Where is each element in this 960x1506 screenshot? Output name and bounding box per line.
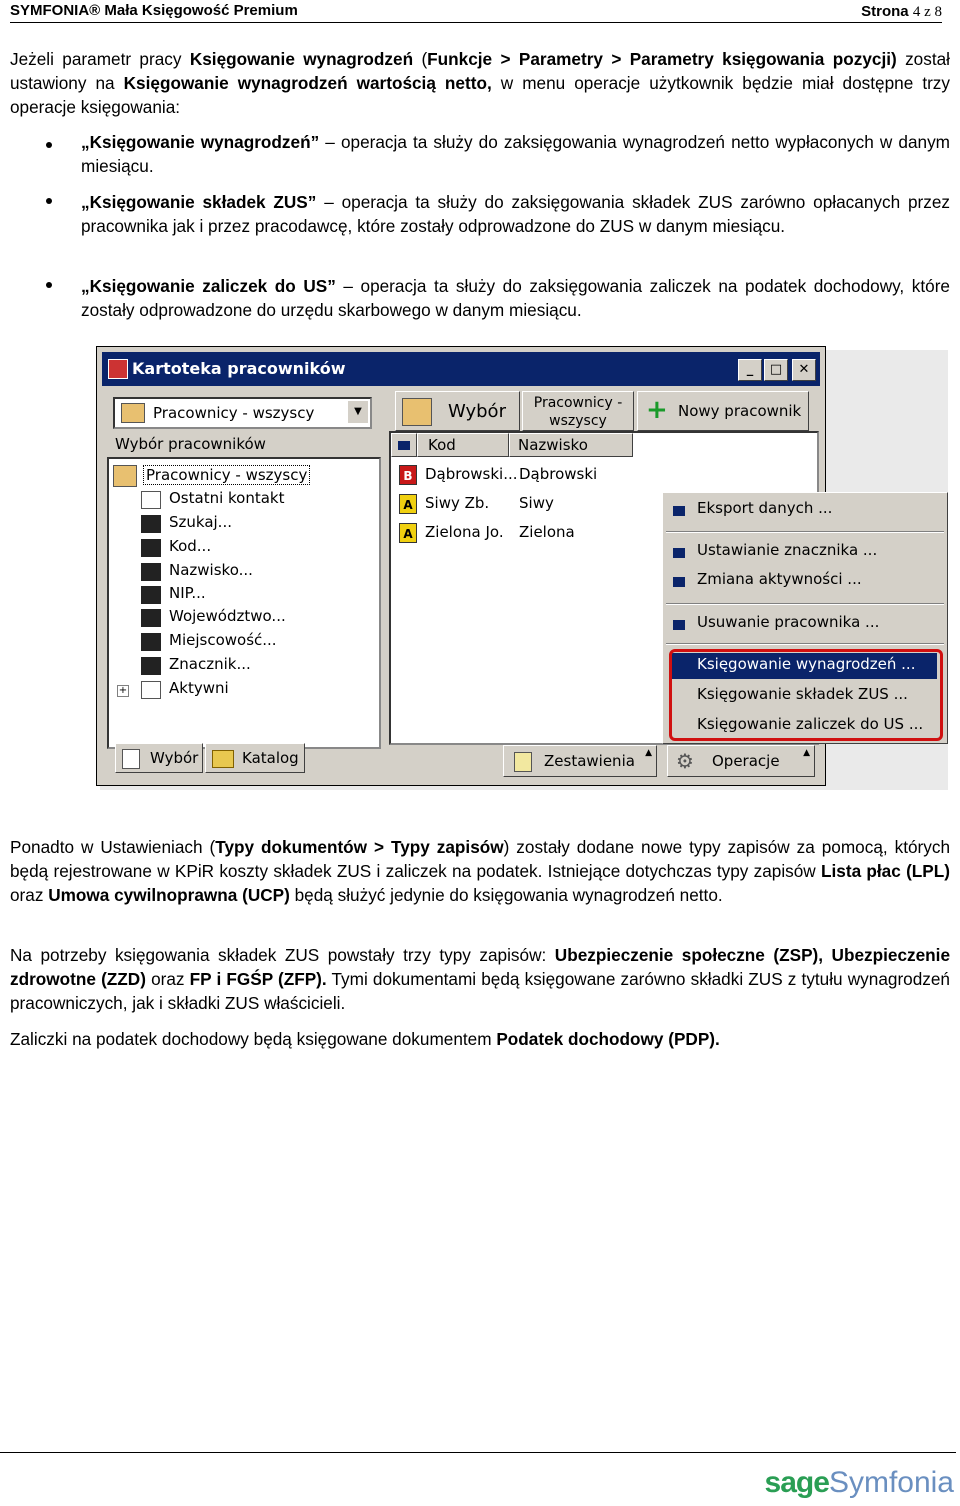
page-header: [10, 0, 942, 23]
logo-symfonia: Symfonia: [828, 1466, 954, 1499]
binoculars-icon: [141, 586, 161, 604]
menu-item-export[interactable]: Eksport danych ...: [697, 499, 833, 517]
column-label: Nazwisko: [518, 436, 588, 454]
operacje-button[interactable]: [667, 745, 815, 777]
bullet-bold: „Księgowanie zaliczek do US”: [81, 276, 336, 296]
sage-symfonia-logo: [765, 1466, 954, 1500]
column-header-nazwisko[interactable]: [509, 433, 633, 457]
p2-bold: Umowa cywilnoprawna (UCP): [48, 885, 290, 905]
p2-bold: Typy dokumentów > Typy zapisów: [215, 837, 504, 857]
tree-item[interactable]: Aktywni: [169, 679, 229, 697]
p4-bold: Podatek dochodowy (PDP).: [496, 1029, 720, 1049]
paragraph-pdp: [10, 1027, 950, 1051]
page-icon: [141, 491, 161, 509]
tree-item[interactable]: NIP...: [169, 584, 206, 602]
paragraph-zus: [10, 943, 950, 1015]
paragraph-types: [10, 835, 950, 907]
status-badge: A: [399, 494, 417, 514]
tab-label: Wybór: [150, 749, 199, 767]
bullet-item: [81, 190, 950, 238]
binoculars-icon: [141, 539, 161, 557]
menu-item-set-marker[interactable]: Ustawianie znacznika ...: [697, 541, 878, 559]
tab-katalog[interactable]: [205, 743, 305, 773]
status-badge: B: [399, 465, 417, 485]
tree-item[interactable]: Szukaj...: [169, 513, 232, 531]
tree-panel: [107, 457, 381, 749]
header-title: SYMFONIA® Mała Księgowość Premium: [10, 2, 298, 19]
p3-text: Na potrzeby księgowania składek ZUS powstały trzy typy zapisów:: [10, 945, 555, 965]
binoculars-icon: [141, 657, 161, 675]
new-employee-button[interactable]: [637, 391, 809, 431]
intro-text: Jeżeli parametr pracy: [10, 49, 190, 69]
zestawienia-label: Zestawienia: [544, 752, 635, 770]
chevron-up-icon: ▲: [645, 748, 652, 758]
window-titlebar: [102, 352, 820, 386]
left-panel-label: Wybór pracowników: [115, 435, 266, 453]
footer-divider: [0, 1452, 956, 1453]
column-label: Kod: [428, 436, 456, 454]
menu-bullet-icon: [673, 506, 685, 516]
table-corner: [391, 433, 417, 457]
binoculars-icon: [141, 609, 161, 627]
cell-nazwisko: Siwy: [519, 494, 554, 512]
menu-item-post-zus[interactable]: Księgowanie składek ZUS ...: [697, 685, 908, 703]
page-icon: [122, 749, 140, 769]
tree-item[interactable]: Ostatni kontakt: [169, 489, 285, 507]
bullet-item: [81, 274, 950, 322]
bullet-bold: „Księgowanie składek ZUS”: [81, 192, 317, 212]
tree-item[interactable]: Miejscowość...: [169, 631, 277, 649]
menu-bullet-icon: [673, 620, 685, 630]
tab-wybor[interactable]: [115, 743, 203, 773]
intro-paragraph: [10, 47, 950, 119]
cell-kod: Zielona Jo.: [425, 523, 504, 541]
wybor-label: Wybór: [448, 401, 506, 422]
cell-nazwisko: Zielona: [519, 523, 575, 541]
operacje-label: Operacje: [712, 752, 780, 770]
p3-text: Tymi dokumentami będą księgowane zarówno składki ZUS z tytułu wynagrodzeń pracowniczych, jak i składki ZUS właścicieli.: [10, 969, 950, 1013]
menu-separator: [666, 643, 944, 645]
cell-nazwisko: Dąbrowski: [519, 465, 598, 483]
filter-combo[interactable]: [113, 397, 372, 429]
people-icon: [402, 398, 432, 426]
close-icon[interactable]: ✕: [792, 359, 816, 381]
binoculars-icon: [141, 515, 161, 533]
p3-bold: FP i FGŚP (ZFP).: [189, 969, 327, 989]
bullet-dot: [46, 142, 52, 148]
cell-kod: Dąbrowski...: [425, 465, 518, 483]
plus-icon: +: [646, 395, 668, 425]
logo-sage: sage: [764, 1466, 829, 1499]
header-page-label: Strona: [861, 3, 909, 20]
menu-item-post-us[interactable]: Księgowanie zaliczek do US ...: [697, 715, 924, 733]
menu-item-post-salaries[interactable]: Księgowanie wynagrodzeń ...: [697, 655, 916, 673]
tree-item[interactable]: Kod...: [169, 537, 212, 555]
p3-bold: Ubezpieczenie społeczne (ZSP), Ubezpieczenie zdrowotne (ZZD): [10, 945, 950, 989]
menu-separator: [666, 531, 944, 533]
chevron-up-icon: ▲: [803, 748, 810, 758]
intro-text: został ustawiony na: [10, 49, 950, 93]
bullet-text: – operacja ta służy do zaksięgowania wynagrodzeń netto wypłaconych w danym miesiącu.: [81, 132, 951, 176]
zestawienia-button[interactable]: [503, 745, 657, 777]
p2-bold: Lista płac (LPL): [821, 861, 950, 881]
p3-text: oraz: [145, 969, 190, 989]
tree-item[interactable]: Nazwisko...: [169, 561, 253, 579]
expand-icon[interactable]: +: [118, 685, 128, 696]
list-icon: [141, 681, 161, 699]
p2-text: ) zostały dodane nowe typy zapisów za pomocą, których będą rejestrowane w KPiR koszty składek ZUS i zaliczek na podatek. Istniejące dotychczas typy zapisów: [10, 837, 950, 881]
header-page-number: [861, 3, 942, 21]
report-icon: [514, 752, 532, 772]
menu-separator: [666, 603, 944, 605]
binoculars-icon: [141, 563, 161, 581]
bullet-dot: [46, 282, 52, 288]
bullet-text: – operacja ta służy do zaksięgowania zaliczek na podatek dochodowy, które zostały odprowadzone do urzędu skarbowego w danym miesiącu.: [81, 276, 950, 320]
intro-bold: Księgowanie wynagrodzeń: [189, 49, 414, 69]
folder-icon: [212, 750, 234, 768]
p2-text: będą służyć jedynie do księgowania wynagrodzeń netto.: [289, 885, 723, 905]
intro-text: (: [413, 49, 428, 69]
highlight-frame: [669, 649, 943, 741]
p2-text: Ponadto w Ustawieniach (: [10, 837, 216, 857]
binoculars-icon: [141, 633, 161, 651]
intro-bold: Księgowanie wynagrodzeń wartością netto,: [123, 73, 492, 93]
intro-bold: Funkcje > Parametry > Parametry księgowania pozycji): [427, 49, 897, 69]
tree-root[interactable]: Pracownicy - wszyscy: [143, 465, 310, 485]
people-icon: [121, 403, 145, 423]
new-employee-label: Nowy pracownik: [678, 402, 802, 420]
menu-bullet-icon: [673, 577, 685, 587]
window-title: Kartoteka pracowników: [132, 359, 346, 378]
app-icon: [108, 359, 128, 379]
bullet-dot: [46, 198, 52, 204]
minimize-icon[interactable]: _: [738, 359, 762, 381]
operations-menu: [662, 492, 948, 744]
pracownicy-button[interactable]: Pracownicy - wszyscy: [522, 391, 634, 431]
people-icon: [113, 465, 137, 487]
bullet-item: [81, 130, 950, 178]
menu-item-delete-employee[interactable]: Usuwanie pracownika ...: [697, 613, 880, 631]
combo-value: Pracownicy - wszyscy: [153, 404, 315, 422]
column-header-kod[interactable]: [417, 433, 509, 457]
select-icon: [398, 441, 410, 450]
bullet-text: – operacja ta służy do zaksięgowania składek ZUS zarówno opłacanych przez pracownika jak i przez pracodawcę, które zostały odprowadzone do ZUS w danym miesiącu.: [81, 192, 951, 236]
tree-item[interactable]: Województwo...: [169, 607, 286, 625]
chevron-down-icon[interactable]: ▼: [348, 401, 368, 423]
tab-label: Katalog: [242, 749, 299, 767]
status-badge: A: [399, 523, 417, 543]
tree-item[interactable]: Znacznik...: [169, 655, 251, 673]
cell-kod: Siwy Zb.: [425, 494, 490, 512]
intro-text: w menu operacje użytkownik będzie miał dostępne trzy operacje księgowania:: [10, 73, 950, 117]
p4-text: Zaliczki na podatek dochodowy będą księgowane dokumentem: [10, 1029, 497, 1049]
menu-item-change-activity[interactable]: Zmiana aktywności ...: [697, 570, 862, 588]
maximize-icon[interactable]: □: [764, 359, 788, 381]
header-page-count: 4 z 8: [912, 4, 942, 20]
menu-bullet-icon: [673, 548, 685, 558]
gear-icon: ⚙: [676, 749, 694, 773]
wybor-button[interactable]: [395, 391, 520, 431]
p2-text: oraz: [10, 885, 49, 905]
bullet-bold: „Księgowanie wynagrodzeń”: [81, 132, 320, 152]
